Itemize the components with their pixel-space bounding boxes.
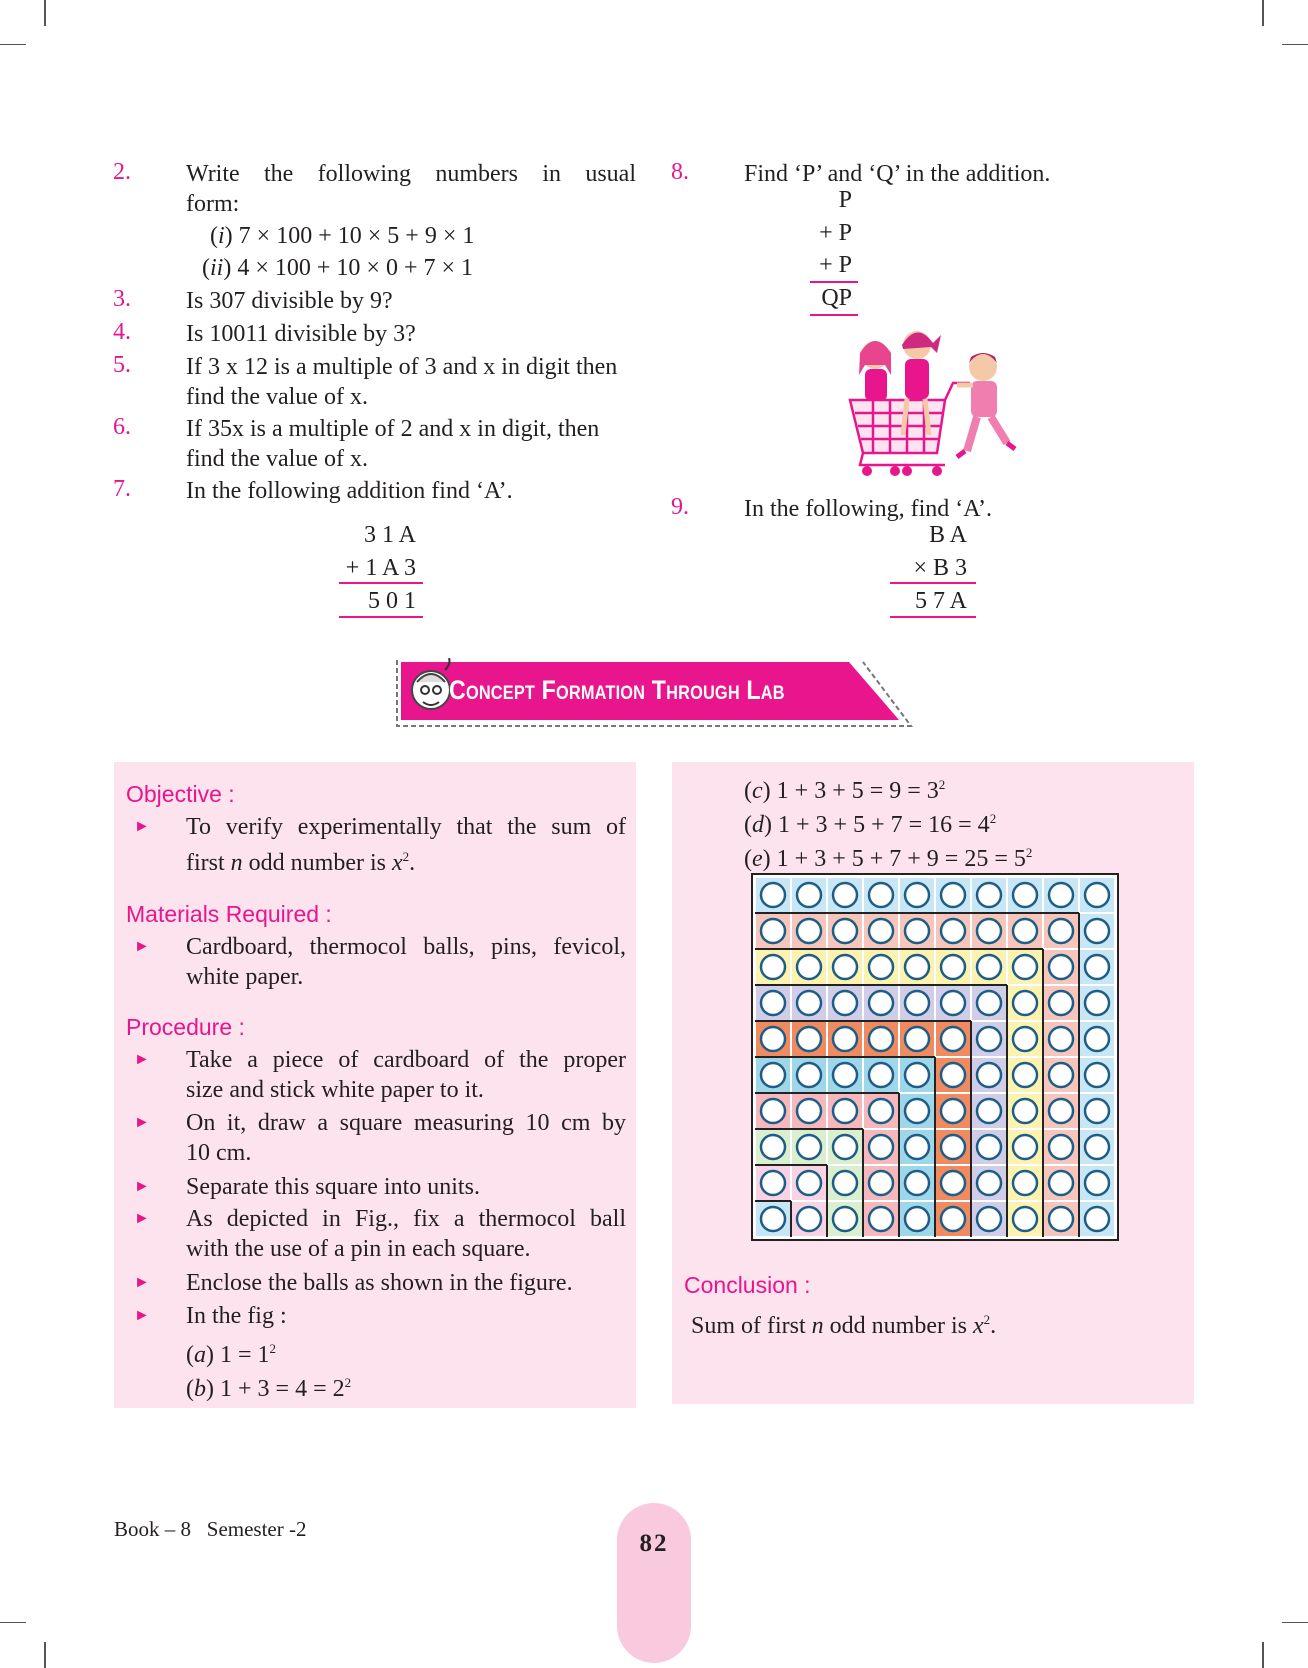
question-text: Write the following numbers in usual	[186, 161, 636, 187]
procedure-heading: Procedure :	[126, 1014, 245, 1040]
thermocol-ball	[941, 1171, 965, 1195]
banner-title: Concept Formation Through Lab	[449, 675, 785, 705]
thermocol-ball	[941, 1207, 965, 1231]
question-number: 4.	[113, 319, 131, 345]
thermocol-ball	[1085, 1171, 1109, 1195]
procedure-step: As depicted in Fig., fix a thermocol ball	[186, 1206, 626, 1232]
thermocol-ball	[833, 955, 857, 979]
procedure-step: Enclose the balls as shown in the figure.	[186, 1270, 573, 1296]
lab-left-panel	[114, 762, 636, 1408]
objective-heading: Objective :	[126, 781, 235, 807]
sub-question-ii: (ii) 4 × 100 + 10 × 0 + 7 × 1	[202, 255, 474, 281]
thermocol-ball	[1049, 1099, 1073, 1123]
thermocol-ball	[1013, 1171, 1037, 1195]
procedure-step: Take a piece of cardboard of the proper	[186, 1047, 626, 1073]
procedure-step: On it, draw a square measuring 10 cm by	[186, 1110, 626, 1136]
bullet-icon: ►	[134, 1210, 150, 1227]
thermocol-ball	[797, 991, 821, 1015]
objective-text: To verify experimentally that the sum of	[186, 814, 626, 840]
thermocol-ball	[941, 1099, 965, 1123]
thermocol-ball	[761, 1207, 785, 1231]
thermocol-ball	[1013, 919, 1037, 943]
expression: 4 × 100 + 10 × 0 + 7 × 1	[237, 255, 474, 281]
multiplicand-row: B A	[928, 522, 967, 548]
question-6-text: If 35x is a multiple of 2 and x in digit, then	[186, 416, 600, 442]
crop-mark	[1262, 0, 1264, 26]
question-3-text: Is 307 divisible by 9?	[186, 288, 393, 314]
thermocol-ball	[761, 883, 785, 907]
question-7-text: In the following addition find ‘A’.	[186, 478, 513, 504]
thermocol-ball	[869, 919, 893, 943]
thermocol-ball	[1013, 883, 1037, 907]
materials-text: white paper.	[186, 964, 304, 990]
question-5-text: If 3 x 12 is a multiple of 3 and x in digit then	[186, 354, 618, 380]
thermocol-ball	[977, 883, 1001, 907]
conclusion-heading: Conclusion :	[684, 1272, 811, 1298]
crop-mark	[1282, 1622, 1308, 1623]
thermocol-ball	[1049, 1171, 1073, 1195]
thermocol-ball	[1085, 919, 1109, 943]
thermocol-ball	[833, 1063, 857, 1087]
bullet-icon: ►	[134, 1114, 150, 1131]
thermocol-ball	[905, 991, 929, 1015]
bullet-icon: ►	[134, 1051, 150, 1068]
thermocol-ball	[977, 1207, 1001, 1231]
question-number: 6.	[113, 414, 131, 440]
addend-row: + P	[819, 252, 852, 278]
product-line	[890, 582, 976, 584]
question-number: 3.	[113, 286, 131, 312]
thermocol-ball	[1049, 1027, 1073, 1051]
thermocol-ball	[833, 919, 857, 943]
thermocol-ball	[1085, 1099, 1109, 1123]
thermocol-ball	[833, 1171, 857, 1195]
thermocol-ball	[1085, 991, 1109, 1015]
thermocol-ball	[1013, 1027, 1037, 1051]
thermocol-ball	[1085, 1027, 1109, 1051]
thermocol-ball	[1013, 1207, 1037, 1231]
thermocol-ball	[869, 1063, 893, 1087]
sub-label: i	[218, 223, 225, 249]
thermocol-ball	[761, 991, 785, 1015]
thermocol-ball	[1085, 1135, 1109, 1159]
thermocol-ball	[905, 883, 929, 907]
bullet-icon: ►	[134, 1307, 150, 1324]
crop-mark	[1262, 1642, 1264, 1668]
thermocol-ball	[833, 883, 857, 907]
question-number: 7.	[113, 476, 131, 502]
objective-text: first n odd number is $x^2$.	[186, 849, 416, 876]
materials-text: Cardboard, thermocol balls, pins, fevicol,	[186, 934, 626, 960]
bullet-icon: ►	[134, 938, 150, 955]
addend-row: P	[838, 187, 852, 213]
thermocol-ball	[1049, 1063, 1073, 1087]
thermocol-ball	[797, 1171, 821, 1195]
multiplier-row: × B 3	[913, 555, 967, 581]
thermocol-ball	[905, 1099, 929, 1123]
thermocol-ball	[941, 991, 965, 1015]
figure-b: (b) $1 + 3 = 4 = 2^2$	[186, 1375, 352, 1402]
thermocol-ball	[833, 1027, 857, 1051]
sum-line	[339, 582, 423, 584]
question-number: 5.	[113, 352, 131, 378]
addend-row: + 1 A 3	[345, 555, 416, 581]
question-8-text: Find ‘P’ and ‘Q’ in the addition.	[744, 161, 1051, 187]
thermocol-ball	[905, 919, 929, 943]
conclusion-text: Sum of first n odd number is $x^2$.	[691, 1312, 997, 1339]
figure-d: (d) $1 + 3 + 5 + 7 = 16 = 4^2$	[744, 811, 997, 838]
question-number: 2.	[113, 159, 131, 185]
thermocol-ball	[761, 1027, 785, 1051]
product-line	[890, 616, 976, 618]
thermocol-ball	[1049, 955, 1073, 979]
page-number: 82	[639, 1530, 669, 1557]
thermocol-ball	[1049, 883, 1073, 907]
sum-line	[810, 314, 858, 316]
thermocol-ball	[977, 1027, 1001, 1051]
thermocol-ball	[797, 1207, 821, 1231]
thermocol-ball	[1085, 955, 1109, 979]
question-text: form:	[186, 191, 240, 217]
question-number: 8.	[671, 159, 689, 185]
thermocol-ball	[869, 955, 893, 979]
thermocol-ball	[1013, 1099, 1037, 1123]
thermocol-ball	[977, 1063, 1001, 1087]
procedure-step: with the use of a pin in each square.	[186, 1236, 531, 1262]
figure-e: (e) $1 + 3 + 5 + 7 + 9 = 25 = 5^2$	[744, 845, 1033, 872]
thermocol-ball	[941, 919, 965, 943]
thermocol-ball	[869, 991, 893, 1015]
thermocol-ball	[1013, 1135, 1037, 1159]
thermocol-ball	[1013, 991, 1037, 1015]
sub-label: ii	[210, 255, 224, 281]
kids-shopping-cart-illustration	[845, 325, 1025, 480]
thermocol-ball	[1049, 919, 1073, 943]
sum-row: QP	[821, 285, 852, 311]
thermocol-ball	[941, 1027, 965, 1051]
thermocol-ball	[797, 1099, 821, 1123]
thermocol-ball	[761, 1099, 785, 1123]
thermocol-ball	[1085, 883, 1109, 907]
footer-book: Book – 8 Semester -2	[114, 1517, 307, 1541]
question-9-text: In the following, find ‘A’.	[744, 496, 992, 522]
question-number: 9.	[671, 494, 689, 520]
bullet-icon: ►	[134, 1178, 150, 1195]
thermocol-ball	[941, 1135, 965, 1159]
question-5-text: find the value of x.	[186, 384, 368, 410]
crop-mark	[44, 0, 46, 26]
thermocol-ball	[1049, 1135, 1073, 1159]
thermocol-ball	[797, 1027, 821, 1051]
thermocol-ball	[833, 1099, 857, 1123]
figure-a: (a) $1 = 1^2$	[186, 1341, 277, 1368]
thermocol-ball	[869, 1027, 893, 1051]
thermocol-ball	[905, 955, 929, 979]
sum-line	[339, 616, 423, 618]
thermocol-ball	[761, 1171, 785, 1195]
crop-mark	[0, 44, 26, 45]
thermocol-ball	[761, 919, 785, 943]
thermocol-ball	[1085, 1207, 1109, 1231]
figure-c: (c) $1 + 3 + 5 = 9 = 3^2$	[744, 777, 946, 804]
thermocol-ball	[905, 1135, 929, 1159]
thermocol-ball	[869, 1207, 893, 1231]
thermocol-ball	[905, 1207, 929, 1231]
thermocol-ball	[833, 991, 857, 1015]
thermocol-ball	[797, 919, 821, 943]
sum-row: 5 0 1	[368, 588, 416, 614]
question-6-text: find the value of x.	[186, 446, 368, 472]
thermocol-ball	[1013, 955, 1037, 979]
thermocol-ball	[977, 1171, 1001, 1195]
crop-mark	[0, 1622, 26, 1623]
thermocol-ball	[905, 1171, 929, 1195]
thermocol-ball	[1049, 991, 1073, 1015]
procedure-step: Separate this square into units.	[186, 1174, 480, 1200]
thermocol-ball	[977, 919, 1001, 943]
sub-question-i: (i) 7 × 100 + 10 × 5 + 9 × 1	[210, 223, 475, 249]
question-4-text: Is 10011 divisible by 3?	[186, 321, 416, 347]
thermocol-ball	[869, 883, 893, 907]
addend-row: 3 1 A	[363, 522, 416, 548]
thermocol-ball	[833, 1135, 857, 1159]
odd-number-ball-grid	[751, 873, 1123, 1241]
thermocol-ball	[761, 1063, 785, 1087]
thermocol-ball	[977, 991, 1001, 1015]
addend-row: + P	[819, 220, 852, 246]
thermocol-ball	[1049, 1207, 1073, 1231]
thermocol-ball	[1085, 1063, 1109, 1087]
thermocol-ball	[797, 955, 821, 979]
thermocol-ball	[941, 1063, 965, 1087]
crop-mark	[1282, 44, 1308, 45]
bullet-icon: ►	[134, 818, 150, 835]
thermocol-ball	[797, 1063, 821, 1087]
thermocol-ball	[1013, 1063, 1037, 1087]
thermocol-ball	[797, 883, 821, 907]
thermocol-ball	[761, 1135, 785, 1159]
thermocol-ball	[797, 1135, 821, 1159]
thermocol-ball	[977, 1099, 1001, 1123]
thermocol-ball	[977, 1135, 1001, 1159]
procedure-step: In the fig :	[186, 1303, 287, 1329]
expression: 7 × 100 + 10 × 5 + 9 × 1	[238, 223, 475, 249]
thermocol-ball	[833, 1207, 857, 1231]
thermocol-ball	[869, 1099, 893, 1123]
thermocol-ball	[941, 955, 965, 979]
crop-mark	[44, 1642, 46, 1668]
thermocol-ball	[869, 1171, 893, 1195]
thermocol-ball	[977, 955, 1001, 979]
thermocol-ball	[761, 955, 785, 979]
procedure-step: 10 cm.	[186, 1140, 252, 1166]
materials-heading: Materials Required :	[126, 901, 332, 927]
thermocol-ball	[869, 1135, 893, 1159]
bullet-icon: ►	[134, 1274, 150, 1291]
page-tab	[617, 1503, 691, 1663]
product-row: 5 7 A	[914, 588, 967, 614]
thermocol-ball	[905, 1027, 929, 1051]
thermocol-ball	[941, 883, 965, 907]
thermocol-ball	[905, 1063, 929, 1087]
procedure-step: size and stick white paper to it.	[186, 1077, 484, 1103]
